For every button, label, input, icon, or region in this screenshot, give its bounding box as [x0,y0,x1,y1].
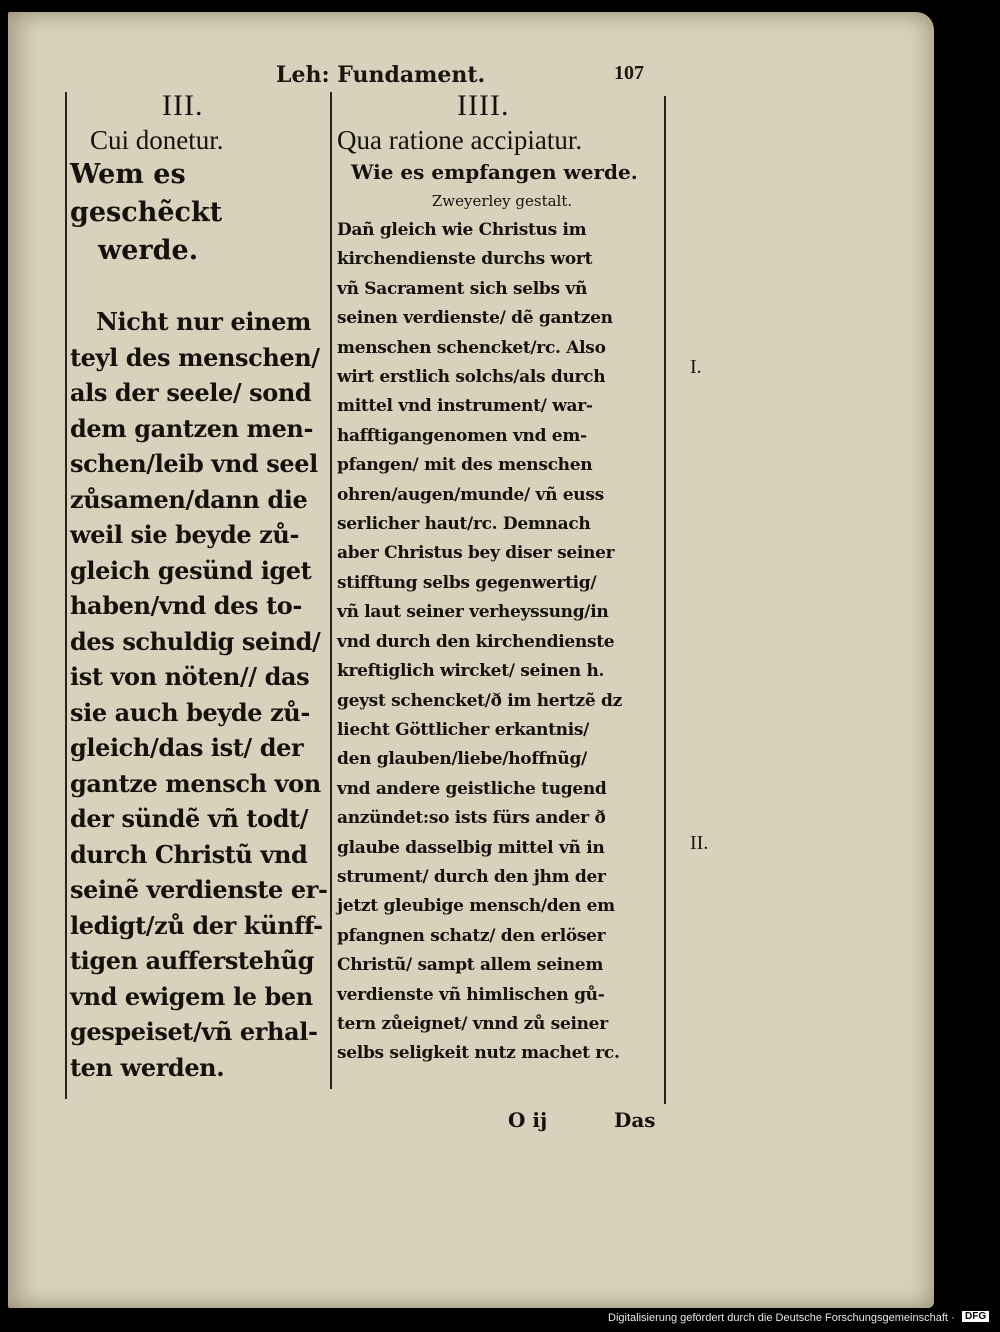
left-german-heading-line: werde. [98,235,199,266]
text-line: gespeiset/vñ erhal- [70,1017,318,1046]
text-line: haben/vnd des to- [70,591,302,620]
text-line: tern zůeignet/ vnnd zů seiner [337,1013,608,1034]
text-line: Nicht nur einem [96,307,311,336]
text-line: des schuldig seind/ [70,626,321,656]
digitization-credit: Digitalisierung gefördert durch die Deutsche Forschungsgemeinschaft · [608,1312,955,1324]
left-german-heading-line: Wem es geschẽckt [70,159,223,228]
text-line: pfangen/ mit des menschen [337,455,593,476]
left-column [70,88,330,1085]
text-line: ist von nöten// das [70,662,310,691]
margin-note-1: I. [690,356,702,378]
text-line: den glauben/liebe/hoffnũg/ [337,749,587,770]
text-line: durch Christũ vnd [70,839,308,869]
middle-column-rule [330,92,332,1089]
text-line: vnd ewigem le ben [70,981,313,1011]
text-line: jetzt gleubige mensch/den em [337,896,615,917]
text-line: gantze mensch von [70,768,321,798]
text-line: selbs seligkeit nutz machet rc. [337,1043,620,1064]
text-line: anzündet:so ists fürs ander ð [337,808,606,829]
right-latin-heading: Qua ratione accipiatur. [337,125,583,155]
running-head-title: Leh: Fundament. [276,62,486,88]
text-line: strument/ durch den jhm der [337,866,606,887]
text-line: glaube dasselbig mittel vñ in [337,837,605,858]
text-line: weil sie beyde zů- [70,520,300,549]
text-line: seinen verdienste/ dẽ gantzen [337,308,613,329]
right-section-numeral: IIII. [457,89,510,122]
text-line: tigen aufferstehũg [70,946,314,975]
text-line: menschen schencket/rc. Also [337,337,606,358]
right-german-heading: Wie es empfangen werde. [351,160,638,184]
dfg-logo: DFG [962,1311,989,1322]
text-line: teyl des menschen/ [70,342,320,372]
text-line: stifftung selbs gegenwertig/ [337,572,597,593]
left-section-numeral: III. [162,89,204,122]
text-line: dem gantzen men- [70,413,314,443]
text-line: pfangnen schatz/ den erlöser [337,925,606,946]
text-line: vñ laut seiner verheyssung/in [337,602,609,623]
text-line: zůsamen/dann die [70,484,308,514]
catchword: Das [614,1108,656,1132]
text-line: liecht Göttlicher erkantnis/ [337,719,590,740]
right-subheading: Zweyerley gestalt. [431,192,573,210]
text-line: aber Christus bey diser seiner [337,543,615,564]
text-line: geyst schencket/ð im hertzẽ dz [337,690,622,711]
text-line: Dañ gleich wie Christus im [337,220,587,240]
text-line: serlicher haut/rc. Demnach [337,514,591,535]
left-body-text [70,304,330,1085]
text-line: seinẽ verdienste er- [70,875,328,904]
margin-note-2: II. [690,832,709,854]
text-line: als der seele/ sond [70,378,312,407]
page-number: 107 [614,62,644,84]
text-line: gleich/das ist/ der [70,733,304,762]
text-line: vnd andere geistliche tugend [337,778,607,799]
text-line: verdienste vñ himlischen gů- [337,984,605,1005]
text-line: vnd durch den kirchendienste [337,631,615,652]
right-body-text [337,216,667,1069]
text-line: der sündẽ vñ todt/ [70,804,309,833]
left-german-heading [70,156,330,270]
text-line: ledigt/zů der künff- [70,910,323,940]
text-line: kreftiglich wircket/ seinen h. [337,661,605,682]
left-latin-heading: Cui donetur. [90,125,224,155]
text-line: wirt erstlich solchs/als durch [337,367,606,388]
text-line: sie auch beyde zů- [70,697,310,727]
text-line: hafftigangenomen vnd em- [337,425,587,446]
text-line: schen/leib vnd seel [70,449,318,478]
text-line: vñ Sacrament sich selbs vñ [337,278,588,299]
text-line: kirchendienste durchs wort [337,249,593,270]
left-column-rule [65,92,67,1099]
text-line: ohren/augen/munde/ vñ euss [337,484,604,505]
signature-mark: O ij [508,1108,548,1132]
text-line: ten werden. [70,1052,225,1082]
right-column [337,88,667,1069]
text-line: gleich gesünd iget [70,555,312,585]
text-line: mittel vnd instrument/ war- [337,396,593,417]
text-line: Christũ/ sampt allem seinem [337,955,604,976]
